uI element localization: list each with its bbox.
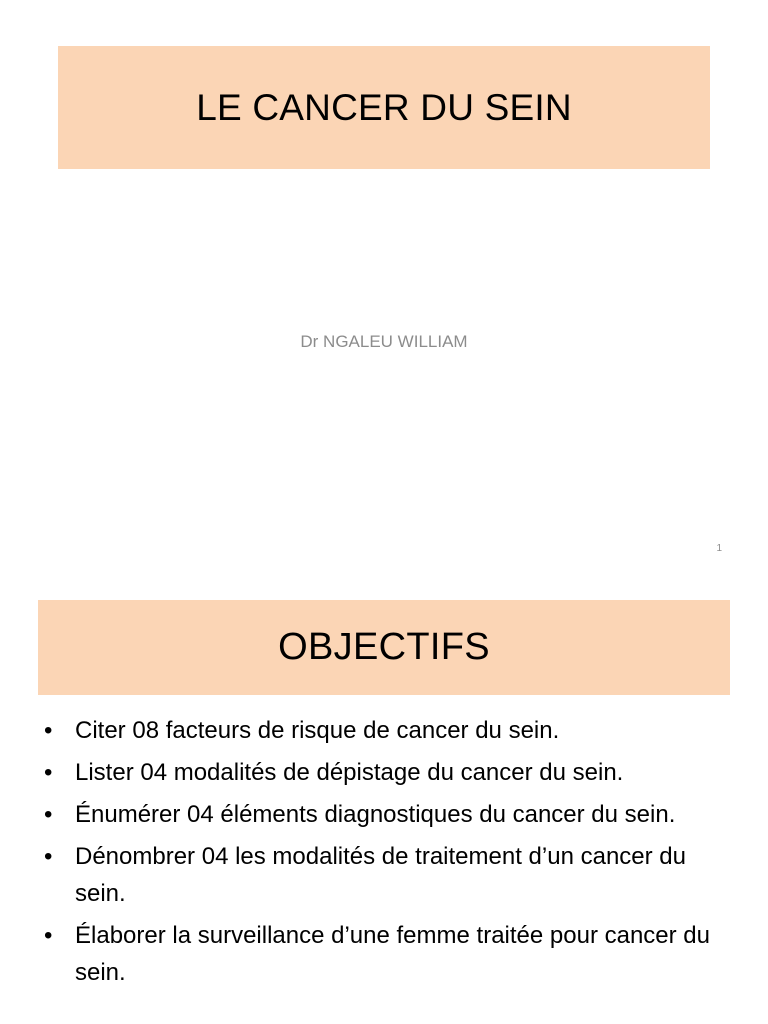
objectives-banner bbox=[38, 600, 730, 695]
bullet-icon: • bbox=[44, 922, 53, 949]
objectives-title: OBJECTIFS bbox=[278, 626, 490, 668]
title-banner bbox=[58, 46, 710, 169]
bullet-icon: • bbox=[44, 843, 53, 870]
objective-item bbox=[40, 754, 720, 791]
slide-number: 1 bbox=[716, 543, 722, 554]
presentation-title: LE CANCER DU SEIN bbox=[196, 86, 572, 128]
bullet-icon: • bbox=[44, 717, 53, 744]
objectives-list bbox=[40, 712, 720, 996]
objective-text: Énumérer 04 éléments diagnostiques du cancer du sein. bbox=[75, 801, 676, 828]
bullet-icon: • bbox=[44, 801, 53, 828]
objective-text: Élaborer la surveillance d’une femme traitée pour cancer du sein. bbox=[75, 922, 711, 986]
objective-item bbox=[40, 712, 720, 749]
objective-item bbox=[40, 838, 720, 912]
objective-item bbox=[40, 796, 720, 833]
objective-text: Dénombrer 04 les modalités de traitement d’un cancer du sein. bbox=[75, 843, 686, 907]
objective-item bbox=[40, 917, 720, 991]
objective-text: Lister 04 modalités de dépistage du cancer du sein. bbox=[75, 759, 624, 786]
objective-text: Citer 08 facteurs de risque de cancer du sein. bbox=[75, 717, 560, 744]
bullet-icon: • bbox=[44, 759, 53, 786]
author-subtitle: Dr NGALEU WILLIAM bbox=[300, 332, 468, 351]
objectives-slide bbox=[0, 576, 768, 1024]
